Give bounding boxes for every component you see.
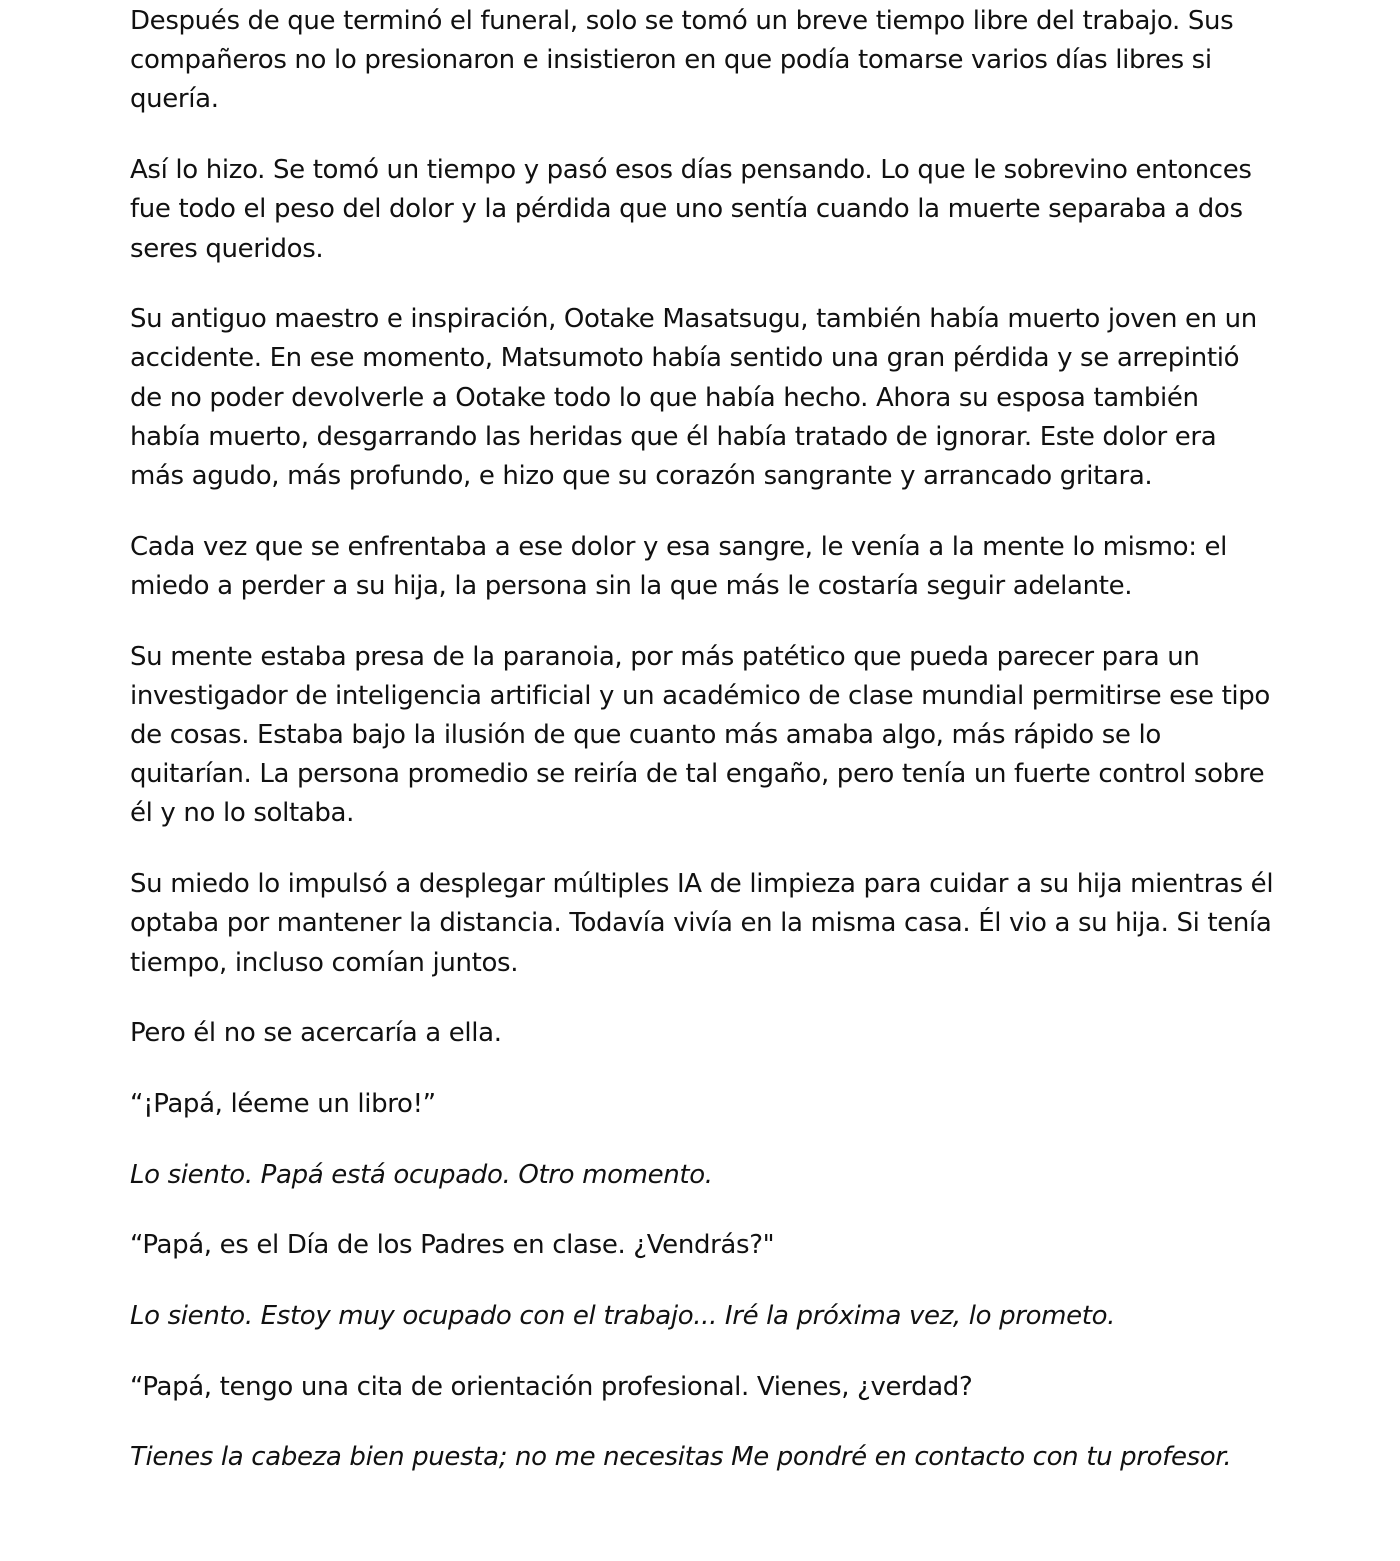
paragraph-2: Así lo hizo. Se tomó un tiempo y pasó esos días pensando. Lo que le sobrevino entonces fue todo el peso del dolor y la pérdida que uno sentía cuando la muerte separaba a dos seres queridos.	[130, 155, 1252, 264]
paragraph-4: Cada vez que se enfrentaba a ese dolor y esa sangre, le venía a la mente lo mismo: el miedo a perder a su hija, la persona sin la que más le costaría seguir adelante.	[130, 531, 1228, 601]
dialogue-line-3: “Papá, tengo una cita de orientación profesional. Vienes, ¿verdad?	[130, 1371, 973, 1402]
paragraph-5: Su mente estaba presa de la paranoia, por más patético que pueda parecer para un investigador de inteligencia artificial y un académico de clase mundial permitirse ese tipo de cosas. Estaba bajo la ilusión de que cuanto más amaba algo, más rápido se lo quitarían. La persona promedio se reiría de tal engaño, pero tenía un fuerte control sobre él y no lo soltaba.	[130, 641, 1270, 829]
paragraph-1: Después de que terminó el funeral, solo se tomó un breve tiempo libre del trabajo. Sus compañeros no lo presionaron e insistieron en que podía tomarse varios días libres si quería.	[130, 6, 1234, 115]
paragraph-3: Su antiguo maestro e inspiración, Ootake Masatsugu, también había muerto joven en un accidente. En ese momento, Matsumoto había sentido una gran pérdida y se arrepintió de no poder devolverle a Ootake todo lo que había hecho. Ahora su esposa también había muerto, desgarrando las heridas que él había tratado de ignorar. Este dolor era más agudo, más profundo, e hizo que su corazón sangrante y arrancado gritara.	[130, 304, 1257, 492]
paragraph-6: Su miedo lo impulsó a desplegar múltiples IA de limpieza para cuidar a su hija mientras él optaba por mantener la distancia. Todavía vivía en la misma casa. Él vio a su hija. Si tenía tiempo, incluso comían juntos.	[130, 869, 1274, 978]
document-page	[130, 2, 1275, 1509]
paragraph-7: Pero él no se acercaría a ella.	[130, 1018, 502, 1049]
thought-line-2: Lo siento. Estoy muy ocupado con el trabajo... Iré la próxima vez, lo prometo.	[130, 1301, 1116, 1332]
thought-line-1: Lo siento. Papá está ocupado. Otro momento.	[130, 1159, 713, 1190]
dialogue-line-1: “¡Papá, léeme un libro!”	[130, 1088, 436, 1119]
dialogue-line-2: “Papá, es el Día de los Padres en clase. ¿Vendrás?"	[130, 1230, 775, 1261]
thought-line-3: Tienes la cabeza bien puesta; no me necesitas Me pondré en contacto con tu profesor.	[130, 1442, 1232, 1473]
